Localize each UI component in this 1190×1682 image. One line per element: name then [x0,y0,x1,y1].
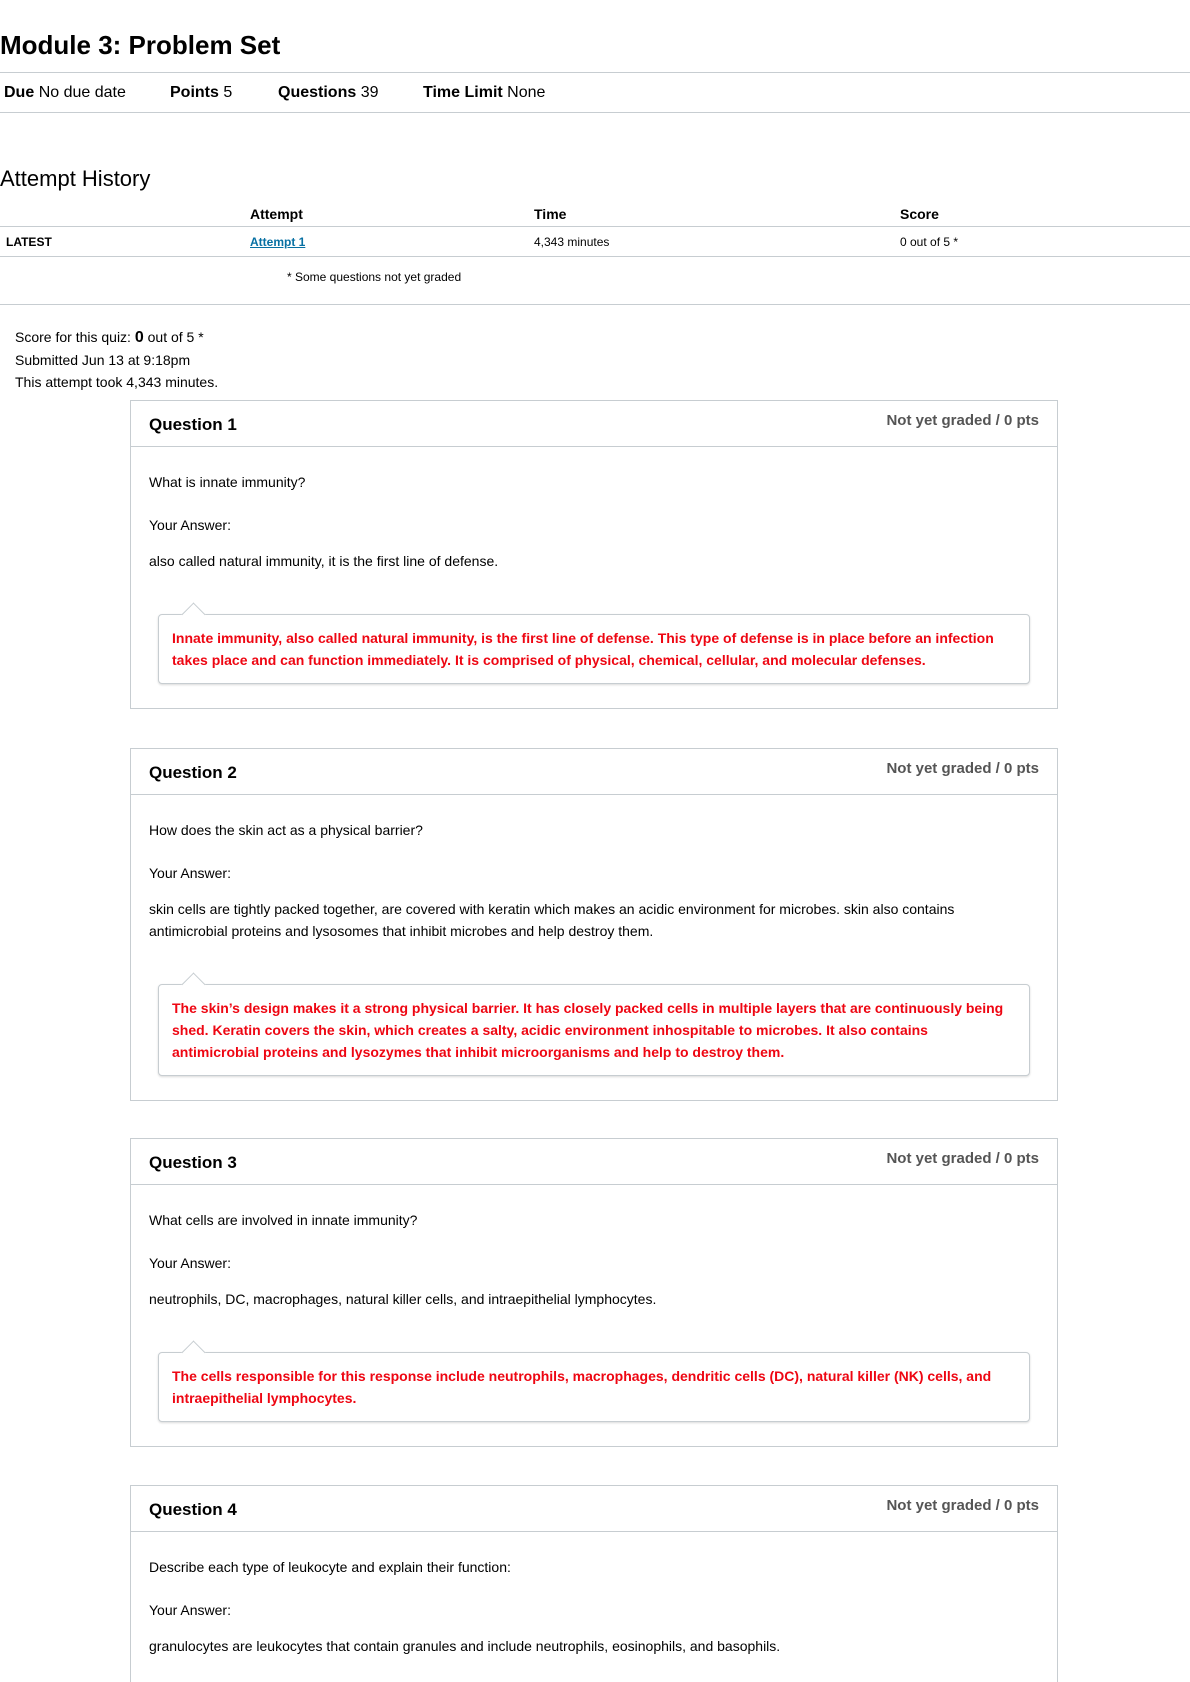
attempt-score: 0 out of 5 * [900,235,959,249]
score-value: 0 [134,329,144,346]
header-score: Score [900,206,939,222]
meta-points [170,84,232,102]
attempt-1-link[interactable]: Attempt 1 [250,235,306,249]
question-header [131,1139,1057,1185]
due-value: No due date [38,84,126,101]
your-answer: neutrophils, DC, macrophages, natural killer cells, and intraepithelial lymphocytes. [149,1291,657,1307]
question-name: Question 3 [149,1153,237,1172]
score-suffix: out of 5 * [147,329,204,345]
questions-label: Questions [278,84,357,101]
attempt-time: 4,343 minutes [534,235,610,249]
your-answer: granulocytes are leukocytes that contain granules and include neutrophils, eosinophils, and basophils. [149,1638,781,1654]
your-answer: skin cells are tightly packed together, are covered with keratin which makes an acidic environment for microbes. skin also contains antimicrobial proteins and lysosomes that inhibit microbes and help destroy them. [149,901,955,939]
your-answer-label: Your Answer: [149,865,231,881]
points-value: 5 [223,84,233,101]
your-answer-label: Your Answer: [149,1602,231,1618]
question-points: Not yet graded / 0 pts [886,1497,1039,1514]
feedback-text: Innate immunity, also called natural immunity, is the first line of defense. This type of defense is in place before an infection takes place and can function immediately. It is comprised of physical, chemical, cellular, and molecular defenses. [172,630,994,668]
answer-feedback [158,1352,1030,1422]
question-card [130,748,1058,1101]
feedback-text: The skin’s design makes it a strong physical barrier. It has closely packed cells in multiple layers that are continuously being shed. Keratin covers the skin, which creates a salty, acidic environment inhospitable to microbes. It also contains antimicrobial proteins and lysozymes that inhibit microorganisms and help to destroy them. [172,1000,1004,1060]
your-answer-label: Your Answer: [149,1255,231,1271]
grading-note: * Some questions not yet graded [287,270,462,284]
submitted-line: Submitted Jun 13 at 9:18pm [15,352,191,368]
divider [0,112,1190,113]
question-name: Question 1 [149,415,237,434]
question-text: How does the skin act as a physical barrier? [149,822,423,838]
question-text: What cells are involved in innate immunity? [149,1212,418,1228]
question-card [130,1485,1058,1682]
meta-time-limit [423,84,545,102]
your-answer-label: Your Answer: [149,517,231,533]
question-text: Describe each type of leukocyte and explain their function: [149,1559,511,1575]
page-title: Module 3: Problem Set [0,30,281,60]
divider [0,304,1190,305]
time-limit-value: None [507,84,546,101]
question-card [130,1138,1058,1447]
feedback-text: The cells responsible for this response include neutrophils, macrophages, dendritic cells (DC), natural killer (NK) cells, and intraepithelial lymphocytes. [172,1368,992,1406]
your-answer: also called natural immunity, it is the first line of defense. [149,553,499,569]
latest-tag: LATEST [6,235,52,249]
meta-questions [278,84,378,102]
time-limit-label: Time Limit [423,84,503,101]
question-text: What is innate immunity? [149,474,306,490]
question-header [131,749,1057,795]
score-line [15,326,218,349]
question-header [131,1486,1057,1532]
answer-feedback [158,984,1030,1076]
question-points: Not yet graded / 0 pts [886,760,1039,777]
points-label: Points [170,84,219,101]
question-points: Not yet graded / 0 pts [886,412,1039,429]
question-card [130,400,1058,709]
question-points: Not yet graded / 0 pts [886,1150,1039,1167]
header-attempt: Attempt [250,206,303,222]
meta-due [4,84,126,102]
duration-line: This attempt took 4,343 minutes. [15,374,219,390]
question-name: Question 4 [149,1500,237,1519]
due-label: Due [4,84,35,101]
header-time: Time [534,206,567,222]
divider [0,256,1190,257]
question-name: Question 2 [149,763,237,782]
question-header [131,401,1057,447]
attempt-history-title: Attempt History [0,166,151,191]
questions-value: 39 [360,84,379,101]
divider [0,72,1190,73]
answer-feedback [158,614,1030,684]
score-prefix: Score for this quiz: [15,329,131,345]
feedback-caret [181,1340,205,1364]
divider [0,226,1190,227]
feedback-caret [181,602,205,626]
quiz-summary [15,326,218,393]
feedback-caret [181,972,205,996]
